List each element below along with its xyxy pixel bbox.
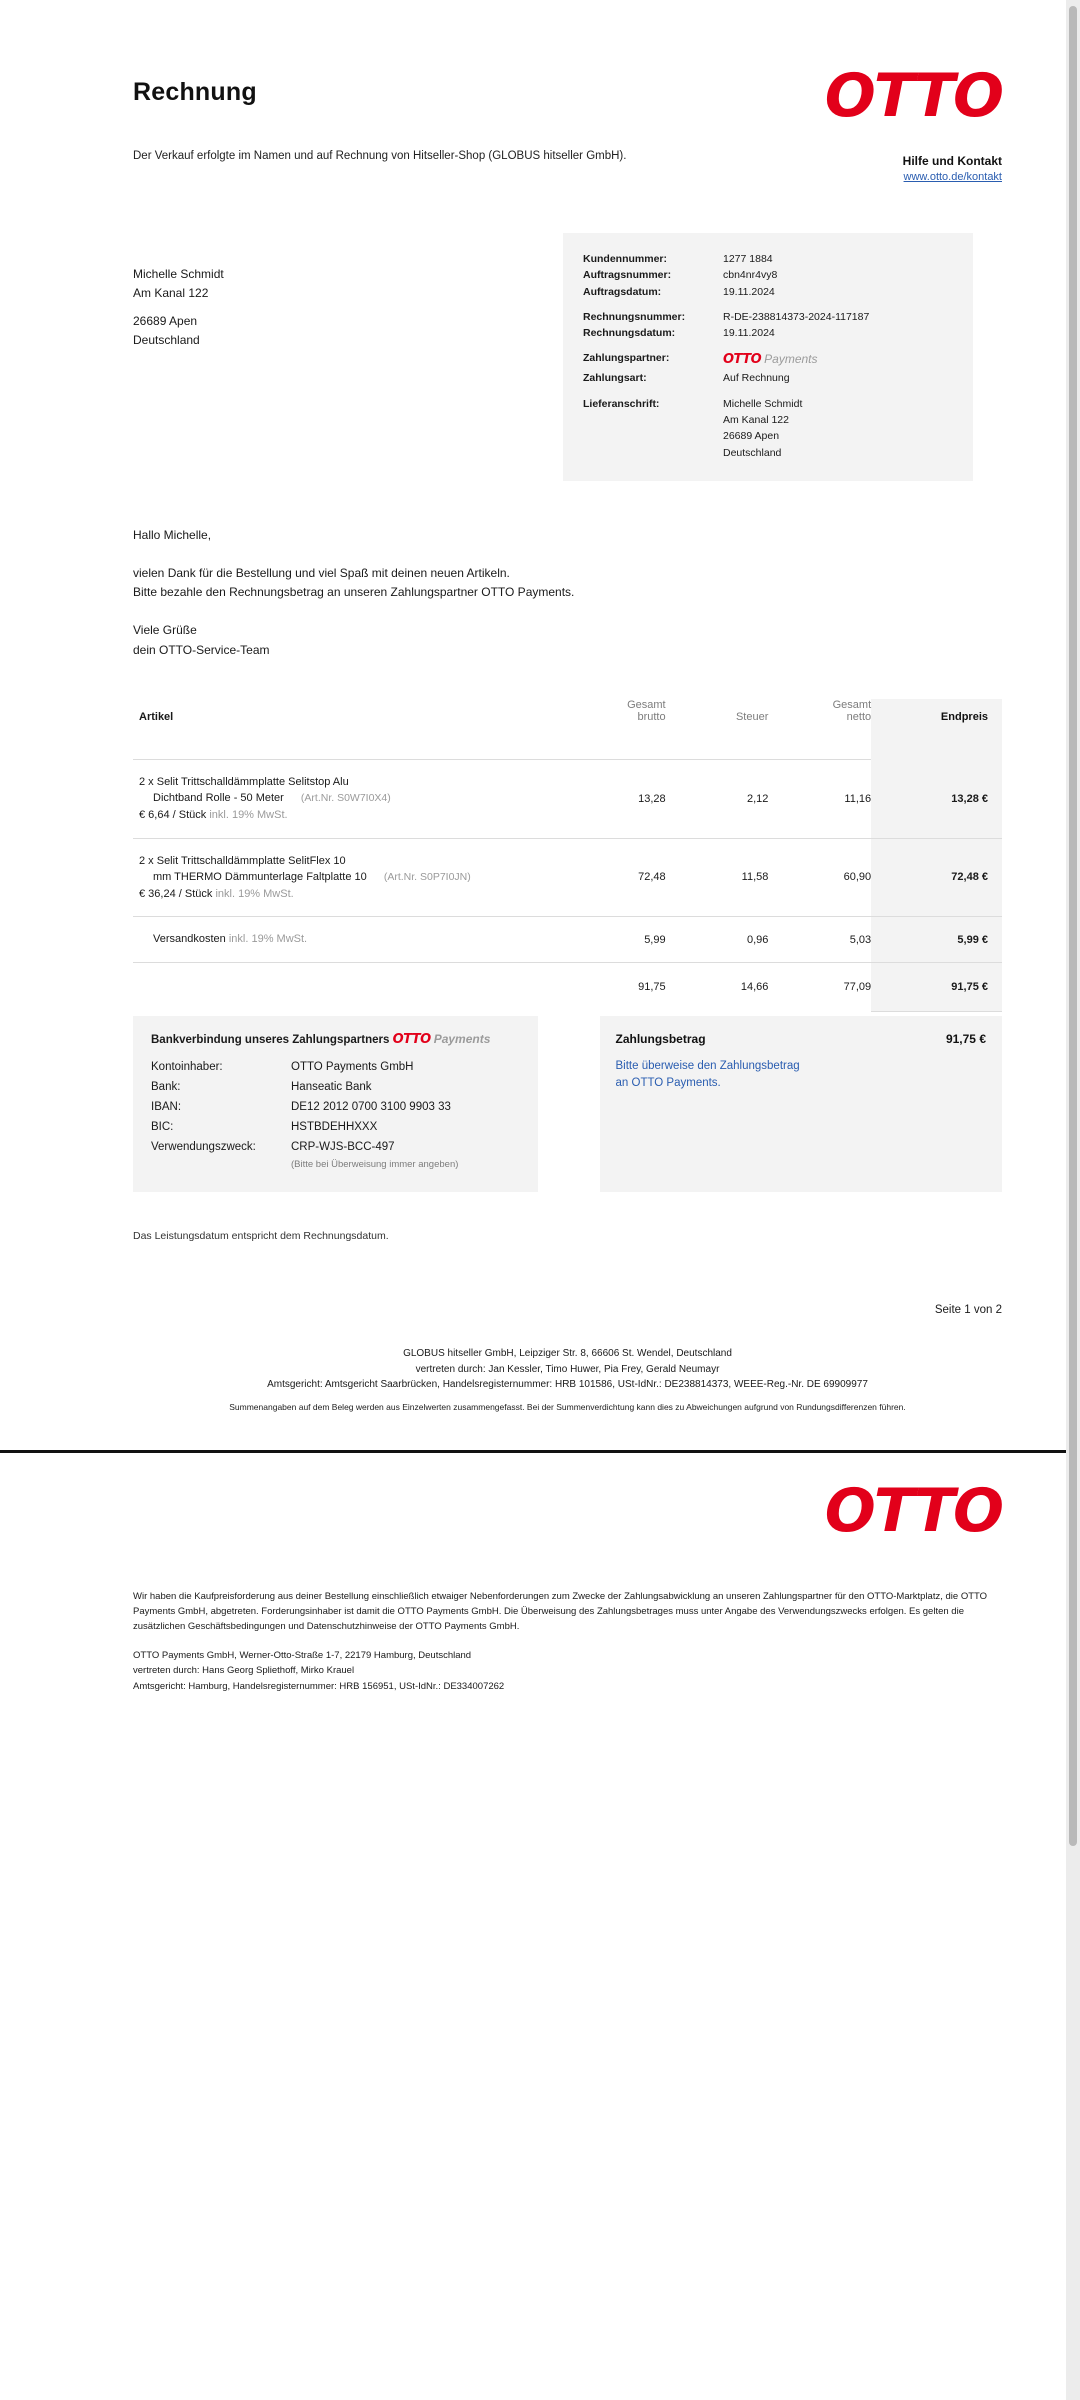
- info-value: 19.11.2024: [723, 327, 775, 340]
- bank-key: Bank:: [151, 1080, 181, 1093]
- info-row: [583, 284, 953, 300]
- payment-partner-key: Zahlungspartner:: [583, 352, 670, 365]
- shipping-line: Michelle Schmidt: [723, 397, 803, 410]
- item-unit-price-line: [139, 886, 563, 903]
- page-2-body: [133, 1589, 1002, 1694]
- table-row: [133, 838, 1002, 917]
- recipient-street: Am Kanal 122: [133, 285, 209, 300]
- shipping-value: [723, 396, 953, 461]
- totals-row: [133, 962, 1002, 1011]
- item-netto: 60,90: [768, 838, 871, 917]
- payment-partner-value: [723, 350, 953, 370]
- item-endpreis: 72,48 €: [871, 838, 1002, 917]
- company-line-2: vertreten durch: Hans Georg Spliethoff, Mirko Krauel: [133, 1665, 355, 1677]
- header-steuer: Steuer: [735, 710, 769, 723]
- info-row: [583, 325, 953, 341]
- otto-payments-logo: OTTO: [723, 352, 762, 368]
- item-brutto: 72,48: [563, 838, 666, 917]
- item-title: 2 x Selit Trittschalldämmplatte SelitFlex 10: [139, 854, 346, 867]
- company-line-1: OTTO Payments GmbH, Werner-Otto-Straße 1-7, 22179 Hamburg, Deutschland: [133, 1650, 472, 1662]
- footer-line-1: GLOBUS hitseller GmbH, Leipziger Str. 8, 66606 St. Wendel, Deutschland: [403, 1348, 732, 1360]
- item-steuer: 11,58: [666, 838, 769, 917]
- shipping-netto: 5,03: [768, 917, 871, 963]
- table-row: [133, 759, 1002, 838]
- bank-value: CRP-WJS-BCC-497: [291, 1141, 395, 1154]
- payment-type-key: Zahlungsart:: [583, 372, 647, 385]
- item-steuer: 2,12: [666, 759, 769, 838]
- bank-row: [151, 1097, 520, 1117]
- info-key: Kundennummer:: [583, 253, 667, 265]
- info-value: cbn4nr4vy8: [723, 269, 778, 282]
- assignment-paragraph: Wir haben die Kaufpreisforderung aus deiner Bestellung einschließlich etwaiger Nebenforderungen zum Zwecke der Zahlungsabwicklung an unseren Zahlungspartner für den OTTO-Marktplatz, die OTTO Payments GmbH, abgetreten. Forderungsinhaber ist damit die OTTO Payments GmbH. Die Überweisung des Zahlungsbetrages muss unter Angabe des Verwendungszwecks erfolgen. Es gelten die zusätzlichen Geschäftsbedingungen und Datenschutzhinweise der OTTO Payments GmbH.: [133, 1590, 988, 1633]
- bank-key: Kontoinhaber:: [151, 1060, 223, 1073]
- greeting-line-2: Bitte bezahle den Rechnungsbetrag an unseren Zahlungspartner OTTO Payments.: [133, 585, 575, 600]
- page-2-header: [133, 1453, 1002, 1546]
- info-row: [583, 251, 953, 267]
- recipient-country: Deutschland: [133, 332, 200, 347]
- otto-payments-word: Payments: [433, 1031, 491, 1046]
- info-key: Rechnungsnummer:: [583, 310, 686, 323]
- greeting-sign-1: Viele Grüße: [133, 623, 197, 638]
- totals-spacer: [133, 962, 563, 1011]
- item-artnr: (Art.Nr. S0P7I0JN): [383, 871, 471, 884]
- footer-line-2: vertreten durch: Jan Kessler, Timo Huwer, Pia Frey, Gerald Neumayr: [415, 1363, 720, 1375]
- otto-logo: OTTO: [824, 61, 1002, 131]
- bank-details-box: [133, 1016, 538, 1192]
- shipping-line: 26689 Apen: [723, 430, 780, 443]
- shipping-description: [133, 917, 563, 963]
- bank-row: [151, 1057, 520, 1077]
- item-title-2: Dichtband Rolle - 50 Meter: [153, 792, 284, 805]
- bank-value: Hanseatic Bank: [291, 1080, 372, 1093]
- bank-payment-row: [133, 1016, 1002, 1192]
- shipping-steuer: 0,96: [666, 917, 769, 963]
- contact-title: Hilfe und Kontakt: [902, 154, 1002, 168]
- page-number: Seite 1 von 2: [934, 1304, 1002, 1317]
- subtitle-contact-row: [133, 126, 1002, 183]
- item-brutto: 13,28: [563, 759, 666, 838]
- shipping-endpreis: 5,99 €: [871, 917, 1002, 963]
- item-unit-tax: inkl. 19% MwSt.: [215, 887, 294, 900]
- line-items-table: [133, 699, 1002, 1012]
- service-date-note: Das Leistungsdatum entspricht dem Rechnungsdatum.: [133, 1230, 389, 1243]
- header-endpreis: Endpreis: [871, 699, 1002, 731]
- bank-row: [151, 1117, 520, 1137]
- company-line-3: Amtsgericht: Hamburg, Handelsregisternummer: HRB 156951, USt-IdNr.: DE334007262: [133, 1680, 505, 1692]
- item-artnr: (Art.Nr. S0W7I0X4): [300, 792, 391, 805]
- total-steuer: 14,66: [740, 981, 769, 994]
- item-title-2: mm THERMO Dämmunterlage Faltplatte 10: [153, 871, 367, 884]
- footer-line-4: Summenangaben auf dem Beleg werden aus Einzelwerten zusammengefasst. Bei der Summenverdichtung kann dies zu Abweichungen aufgrund von Rundungsdifferenzen führen.: [229, 1401, 906, 1412]
- bank-note: (Bitte bei Überweisung immer angeben): [291, 1159, 459, 1171]
- bank-row: [151, 1137, 520, 1157]
- address-info-row: [133, 233, 1002, 481]
- table-header-row: [133, 699, 1002, 731]
- shipping-line: Am Kanal 122: [723, 414, 789, 426]
- header-gesamt-brutto: Gesamt brutto: [627, 698, 666, 723]
- item-netto: 11,16: [768, 759, 871, 838]
- greeting-hello: Hallo Michelle,: [133, 527, 212, 542]
- scrollbar-track[interactable]: [1066, 0, 1080, 2400]
- scrollbar-thumb[interactable]: [1069, 6, 1077, 1846]
- bank-key: IBAN:: [151, 1101, 182, 1114]
- info-key: Auftragsdatum:: [583, 285, 662, 298]
- header-right: [824, 61, 1002, 131]
- item-description: [133, 838, 563, 917]
- shipping-line: Deutschland: [723, 446, 782, 459]
- otto-payments-logo: OTTO: [392, 1031, 431, 1047]
- shipping-address-row: [583, 396, 953, 461]
- shipping-row: [133, 917, 1002, 963]
- payment-type-row: [583, 370, 953, 386]
- payment-amount-head: [616, 1032, 986, 1046]
- bank-title: Bankverbindung unseres Zahlungspartners OTTO Payments: [151, 1031, 491, 1047]
- info-row: [583, 267, 953, 283]
- item-unit-price: € 36,24 / Stück: [139, 887, 213, 900]
- payment-type-value: Auf Rechnung: [723, 372, 790, 385]
- header-left: [133, 78, 257, 107]
- payment-amount-label: Zahlungsbetrag: [615, 1031, 706, 1046]
- document-subtitle: Der Verkauf erfolgte im Namen und auf Rechnung von Hitseller-Shop (GLOBUS hitseller GmbH).: [133, 150, 627, 162]
- item-unit-price: € 6,64 / Stück: [139, 809, 207, 822]
- invoice-page-2: [0, 1453, 1066, 1694]
- payment-message-line-1: Bitte überweise den Zahlungsbetrag: [615, 1059, 800, 1072]
- bank-value: OTTO Payments GmbH: [291, 1060, 414, 1073]
- shipping-tax-note: inkl. 19% MwSt.: [228, 933, 308, 946]
- contact-block: [903, 154, 1002, 183]
- otto-payments-company-block: [133, 1648, 1002, 1694]
- payment-message-line-2: an OTTO Payments.: [615, 1077, 721, 1090]
- info-value: R-DE-238814373-2024-117187: [723, 310, 870, 323]
- footer-line-3: Amtsgericht: Amtsgericht Saarbrücken, Handelsregisternummer: HRB 101586, USt-IdNr.: DE238814373, WEEE-Reg.-Nr. DE 69909977: [267, 1379, 868, 1391]
- greeting-block: [133, 526, 1002, 661]
- total-endpreis: 91,75 €: [871, 962, 1002, 1011]
- item-unit-price-line: [139, 807, 563, 824]
- page-title: Rechnung: [133, 78, 257, 106]
- info-key: Rechnungsdatum:: [583, 327, 676, 340]
- payment-amount-box: [600, 1016, 1002, 1192]
- bank-key: Verwendungszweck:: [151, 1141, 256, 1154]
- recipient-name: Michelle Schmidt: [133, 267, 224, 281]
- info-value: 1277 1884: [723, 253, 773, 265]
- payment-partner-row: [583, 350, 953, 370]
- recipient-address: [133, 233, 563, 481]
- shipping-key: Lieferanschrift:: [583, 397, 660, 410]
- shipping-brutto: 5,99: [563, 917, 666, 963]
- page-1-footer: [133, 1346, 1002, 1414]
- item-unit-tax: inkl. 19% MwSt.: [209, 809, 288, 822]
- otto-payments-word: Payments: [764, 352, 818, 367]
- header-artikel: Artikel: [139, 710, 174, 723]
- recipient-city: 26689 Apen: [133, 314, 198, 329]
- header-rule: [133, 731, 1002, 760]
- document-header: [133, 0, 1002, 131]
- greeting-line-1: vielen Dank für die Bestellung und viel Spaß mit deinen neuen Artikeln.: [133, 565, 510, 580]
- item-title: 2 x Selit Trittschalldämmplatte Selitstop Alu: [139, 775, 349, 788]
- total-brutto: 91,75: [638, 981, 666, 994]
- bank-value: HSTBDEHHXXX: [291, 1121, 378, 1134]
- info-value: 19.11.2024: [723, 285, 775, 298]
- bank-value: DE12 2012 0700 3100 9903 33: [291, 1101, 451, 1114]
- header-gesamt-netto: Gesamt netto: [832, 698, 872, 723]
- item-description: [133, 759, 563, 838]
- info-key: Auftragsnummer:: [583, 269, 672, 282]
- invoice-info-box: [563, 233, 973, 481]
- payment-amount-value: 91,75 €: [945, 1031, 986, 1046]
- bank-note-row: [151, 1157, 520, 1174]
- payment-message: [616, 1058, 986, 1093]
- total-netto: 77,09: [843, 981, 872, 994]
- info-row: [583, 309, 953, 325]
- greeting-sign-2: dein OTTO-Service-Team: [133, 642, 270, 657]
- otto-logo: OTTO: [824, 1475, 1002, 1546]
- bank-key: BIC:: [151, 1121, 174, 1134]
- contact-link[interactable]: www.otto.de/kontakt: [903, 171, 1002, 183]
- item-endpreis: 13,28 €: [871, 759, 1002, 838]
- bank-row: [151, 1077, 520, 1097]
- shipping-label: Versandkosten: [153, 933, 226, 946]
